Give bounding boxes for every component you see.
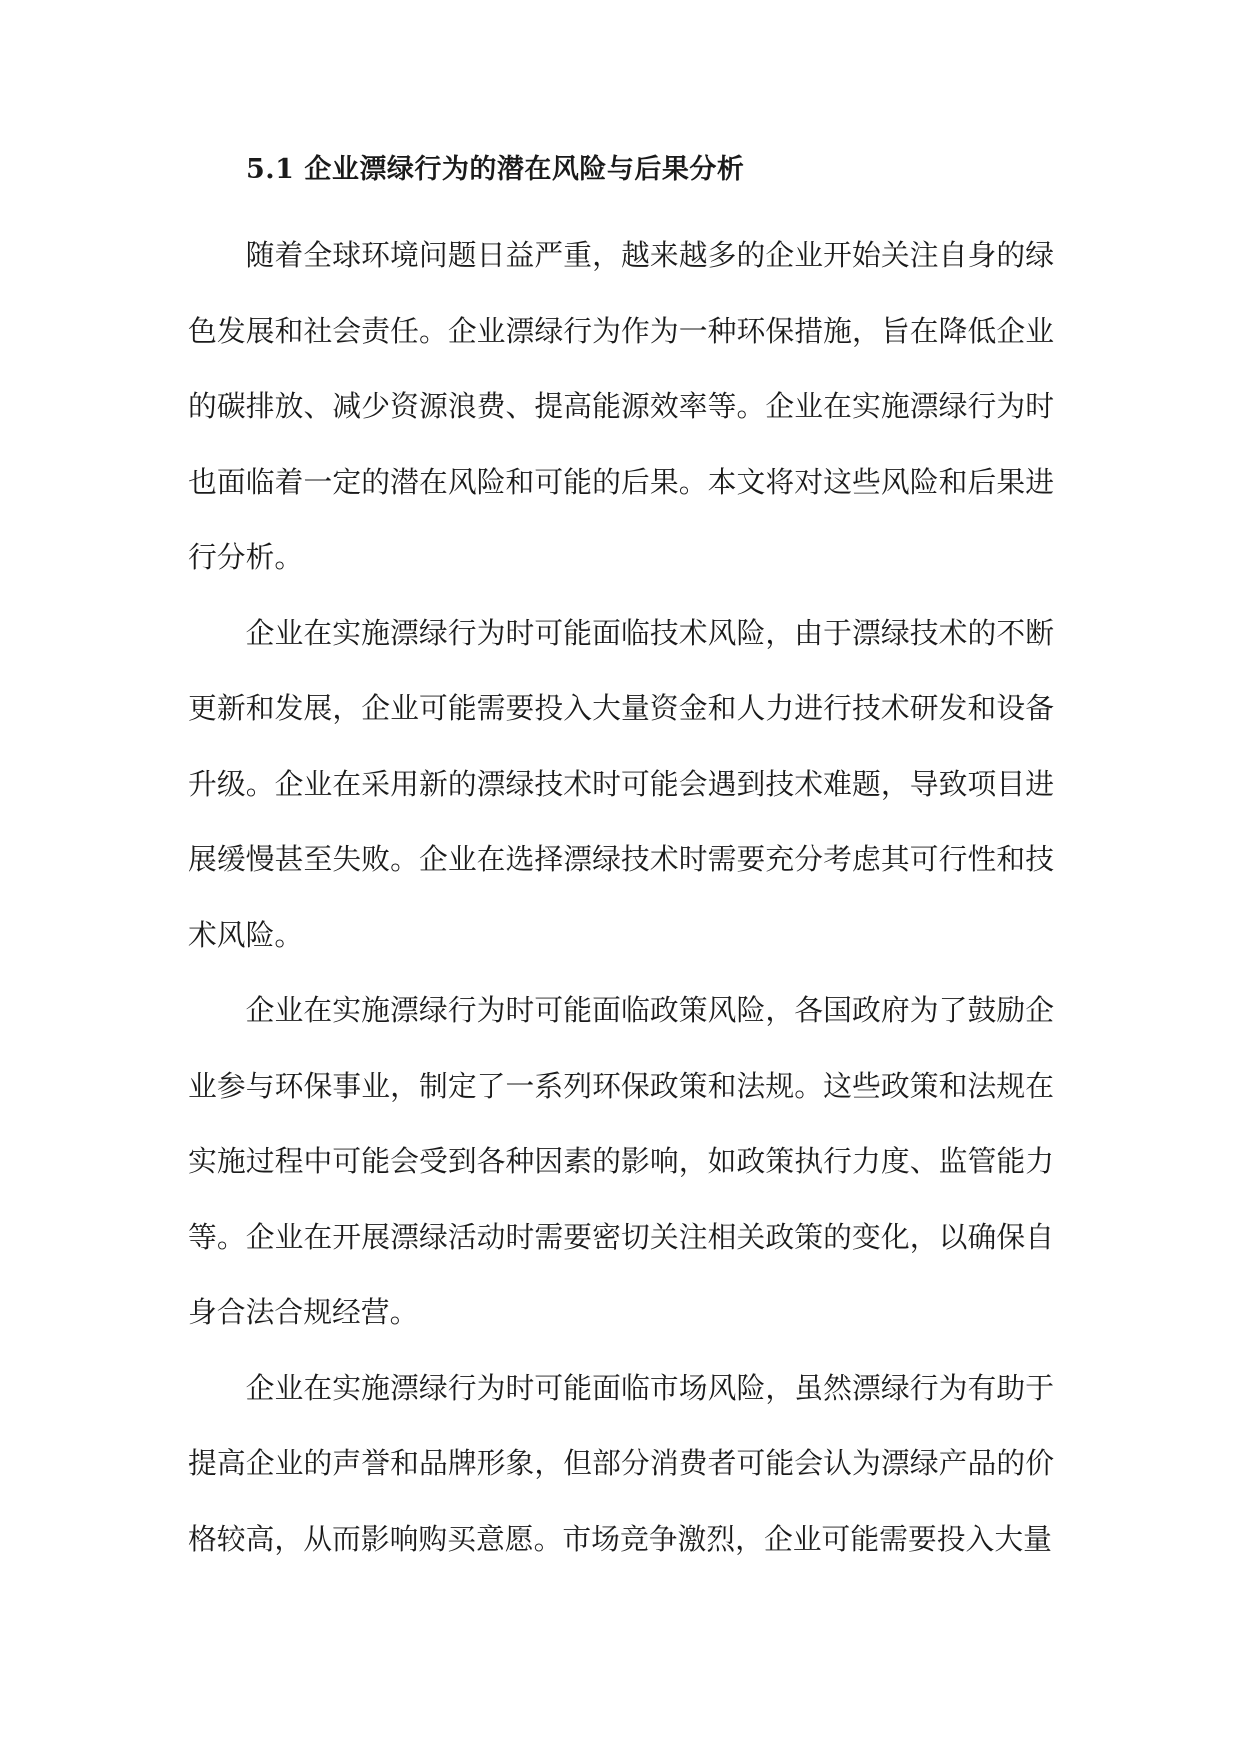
paragraph-policy-risk: 企业在实施漂绿行为时可能面临政策风险，各国政府为了鼓励企业参与环保事业，制定了一系列环保政策和法规。这些政策和法规在实施过程中可能会受到各种因素的影响，如政策执行力度、监管能力等。企业在开展漂绿活动时需要密切关注相关政策的变化，以确保自身合法合规经营。 [188, 993, 1054, 1329]
paragraph-technical-risk: 企业在实施漂绿行为时可能面临技术风险，由于漂绿技术的不断更新和发展，企业可能需要投入大量资金和人力进行技术研发和设备升级。企业在采用新的漂绿技术时可能会遇到技术难题，导致项目进展缓慢甚至失败。企业在选择漂绿技术时需要充分考虑其可行性和技术风险。 [188, 615, 1054, 952]
paragraph-intro: 随着全球环境问题日益严重，越来越多的企业开始关注自身的绿色发展和社会责任。企业漂绿行为作为一种环保措施，旨在降低企业的碳排放、减少资源浪费、提高能源效率等。企业在实施漂绿行为时也面临着一定的潜在风险和可能的后果。本文将对这些风险和后果进行分析。 [188, 238, 1054, 574]
section-heading: 5.1 企业漂绿行为的潜在风险与后果分析 [246, 154, 745, 185]
paragraph-market-risk: 企业在实施漂绿行为时可能面临市场风险，虽然漂绿行为有助于提高企业的声誉和品牌形象，但部分消费者可能会认为漂绿产品的价格较高，从而影响购买意愿。市场竞争激烈，企业可能需要投入大量 [188, 1370, 1054, 1556]
body-text [188, 218, 1054, 1577]
